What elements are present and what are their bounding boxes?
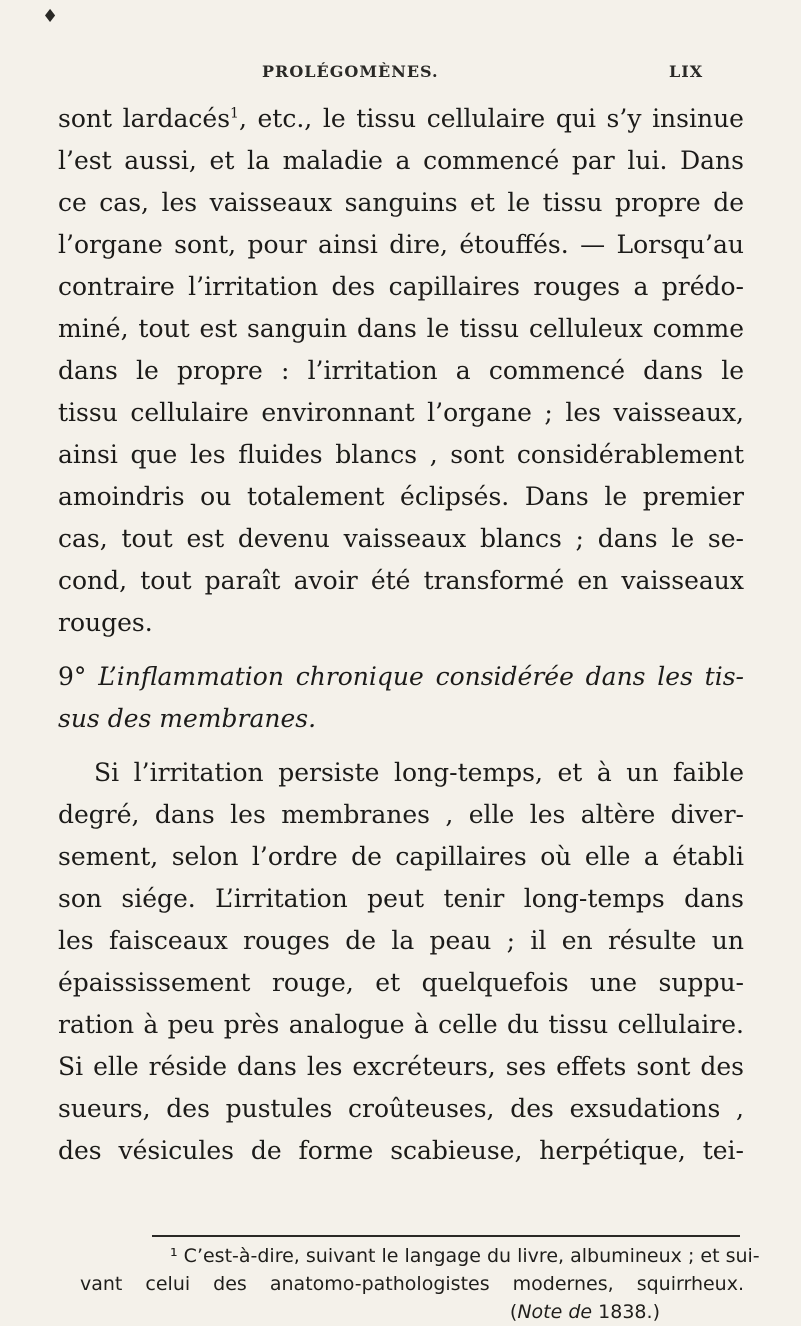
section-number: 9° <box>58 662 87 691</box>
text-line: contraire l’irritation des capillaires rouges a prédo- <box>58 272 744 301</box>
footnote-line: vant celui des anatomo-pathologistes modernes, squirrheux. <box>80 1273 744 1295</box>
text-line: sement, selon l’ordre de capillaires où elle a établi <box>58 842 744 871</box>
body-text <box>58 98 744 1172</box>
text-line: miné, tout est sanguin dans le tissu celluleux comme <box>58 314 744 343</box>
text-line <box>58 98 744 140</box>
text-line: tissu cellulaire environnant l’organe ; les vaisseaux, <box>58 398 744 427</box>
text-line: cond, tout paraît avoir été transformé en vaisseaux <box>58 566 744 595</box>
running-title: PROLÉGOMÈNES. <box>262 62 439 81</box>
text-fragment: , etc., le tissu cellulaire qui s’y insinue <box>238 104 744 133</box>
text-line: l’organe sont, pour ainsi dire, étouffés. — Lorsqu’au <box>58 230 744 259</box>
text-line: sueurs, des pustules croûteuses, des exsudations , <box>58 1094 744 1123</box>
section-heading <box>58 656 744 698</box>
text-line: Si l’irritation persiste long-temps, et à un faible <box>94 758 744 787</box>
note-label: Note de <box>517 1301 593 1323</box>
footnote-reference: 1 <box>230 105 239 122</box>
section-title: L’inflammation chronique considérée dans les tis- <box>98 662 744 691</box>
text-line: ce cas, les vaisseaux sanguins et le tissu propre de <box>58 188 744 217</box>
text-line: amoindris ou totalement éclipsés. Dans le premier <box>58 482 744 511</box>
text-line: rouges. <box>58 608 153 637</box>
text-line: ration à peu près analogue à celle du tissu cellulaire. <box>58 1010 744 1039</box>
text-line: son siége. L’irritation peut tenir long-temps dans <box>58 884 744 913</box>
section-title: sus des membranes. <box>58 704 317 733</box>
text-line: dans le propre : l’irritation a commencé dans le <box>58 356 744 385</box>
footnote-text: C’est-à-dire, suivant le langage du livre, albumineux ; et sui- <box>183 1245 760 1267</box>
text-line: ainsi que les fluides blancs , sont considérablement <box>58 440 744 469</box>
printer-mark: ♦ <box>42 6 59 27</box>
text-line: l’est aussi, et la maladie a commencé par lui. Dans <box>58 146 744 175</box>
footnote-divider <box>152 1235 740 1237</box>
footnote-line <box>160 1242 760 1270</box>
section-heading-continued <box>58 698 744 740</box>
page-number: LIX <box>669 62 704 81</box>
text-line: épaississement rouge, et quelquefois une suppu- <box>58 968 744 997</box>
text-line: les faisceaux rouges de la peau ; il en résulte un <box>58 926 744 955</box>
note-year: 1838. <box>598 1301 653 1323</box>
text-line: des vésicules de forme scabieuse, herpétique, tei- <box>58 1136 744 1165</box>
text-line: degré, dans les membranes , elle les altère diver- <box>58 800 744 829</box>
text-line: Si elle réside dans les excréteurs, ses effets sont des <box>58 1052 744 1081</box>
paragraph-gap <box>58 740 744 752</box>
footnote <box>80 1242 760 1326</box>
text-fragment: sont lardacés <box>58 104 231 133</box>
paragraph-gap <box>58 644 744 656</box>
text-line: cas, tout est devenu vaisseaux blancs ; dans le se- <box>58 524 744 553</box>
footnote-attribution: (Note de 1838.) <box>509 1301 660 1323</box>
footnote-marker: ¹ <box>170 1245 178 1267</box>
